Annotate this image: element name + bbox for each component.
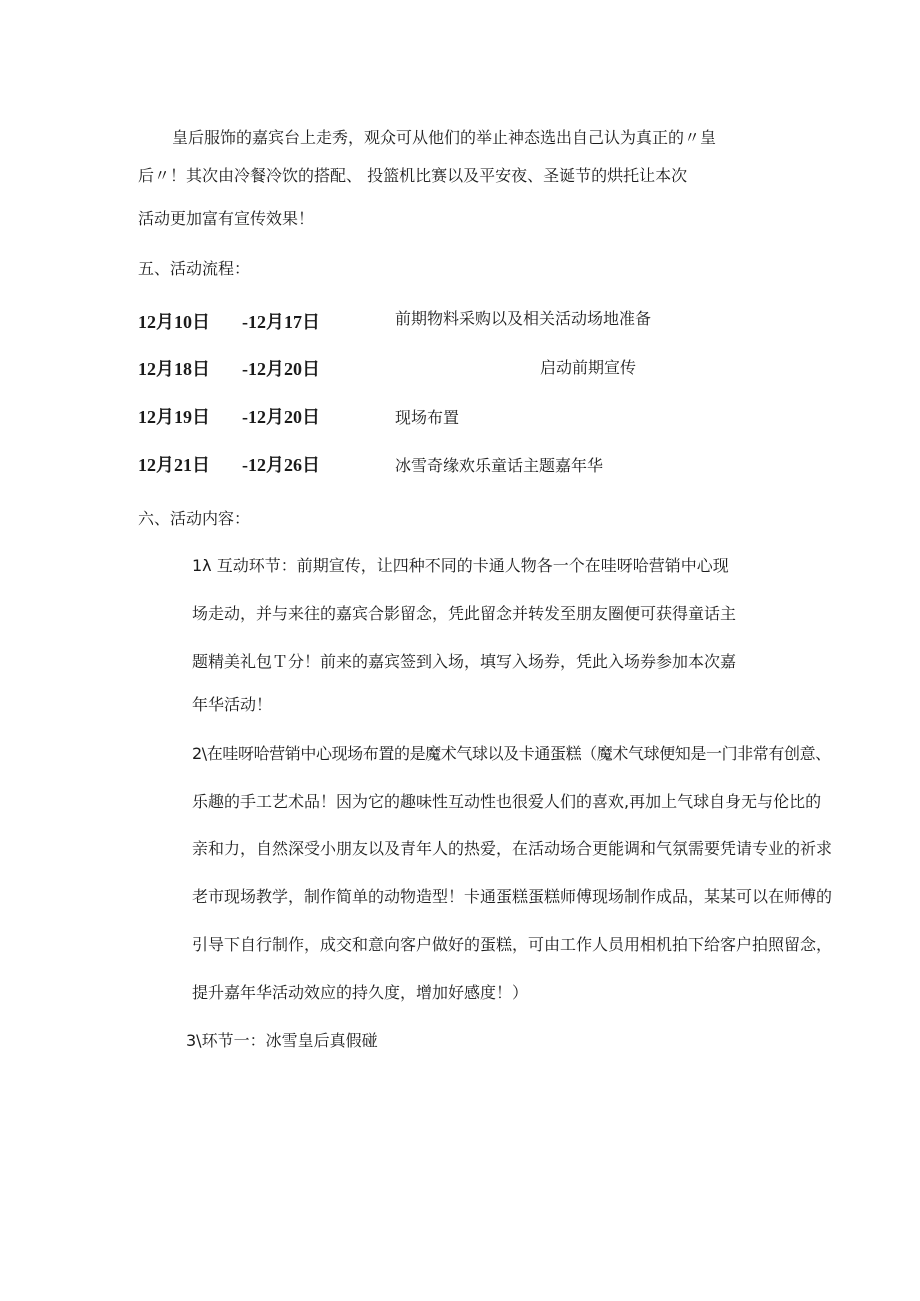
content-line: 1λ 互动环节：前期宣传，让四种不同的卡通人物各一个在哇呀哈营销中心现 — [192, 556, 729, 575]
content-line: 场走动，并与来往的嘉宾合影留念，凭此留念并转发至朋友圈便可获得童话主 — [192, 604, 737, 623]
schedule-start: 12月10日 — [138, 312, 210, 332]
content-line: 老市现场教学，制作简单的动物造型！卡通蛋糕蛋糕师傅现场制作成品，某某可以在师傅的 — [192, 887, 833, 906]
schedule-start: 12月19日 — [138, 407, 210, 427]
intro-line: 活动更加富有宣传效果！ — [138, 209, 315, 228]
schedule-start: 12月18日 — [138, 359, 210, 379]
content-line: 提升嘉年华活动效应的持久度，增加好感度！） — [192, 983, 529, 1002]
schedule-desc: 冰雪奇缘欢乐童话主题嘉年华 — [395, 456, 604, 475]
schedule-desc: 启动前期宣传 — [540, 358, 637, 377]
intro-line: 后〃！其次由冷餐冷饮的搭配、 投篮机比赛以及平安夜、圣诞节的烘托让本次 — [138, 166, 688, 185]
content-line: 引导下自行制作，成交和意向客户做好的蛋糕，可由工作人员用相机拍下给客户拍照留念， — [192, 935, 833, 954]
schedule-start: 12月21日 — [138, 455, 210, 475]
content-line: 2\在哇呀哈营销中心现场布置的是魔术气球以及卡通蛋糕（魔术气球便知是一门非常有创意、 — [192, 744, 831, 763]
schedule-desc: 前期物料采购以及相关活动场地准备 — [395, 309, 652, 328]
schedule-end: -12月20日 — [242, 359, 320, 379]
schedule-desc: 现场布置 — [395, 408, 460, 427]
content-line: 题精美礼包Ｔ分！前来的嘉宾签到入场，填写入场券，凭此入场券参加本次嘉 — [192, 652, 737, 671]
schedule-end: -12月26日 — [242, 455, 320, 475]
section-heading: 五、活动流程： — [138, 259, 251, 278]
schedule-end: -12月20日 — [242, 407, 320, 427]
schedule-end: -12月17日 — [242, 312, 320, 332]
content-line: 3\环节一：冰雪皇后真假碰 — [186, 1031, 378, 1050]
content-line: 年华活动！ — [192, 695, 273, 714]
content-line: 亲和力，自然深受小朋友以及青年人的热爱，在活动场合更能调和气氛需要凭请专业的祈求 — [192, 839, 833, 858]
content-line: 乐趣的手工艺术品！因为它的趣味性互动性也很爱人们的喜欢,再加上气球自身无与伦比的 — [192, 792, 822, 811]
intro-line: 皇后服饰的嘉宾台上走秀，观众可从他们的举止神态选出自己认为真正的〃皇 — [172, 128, 717, 147]
section-heading: 六、活动内容： — [138, 509, 251, 528]
